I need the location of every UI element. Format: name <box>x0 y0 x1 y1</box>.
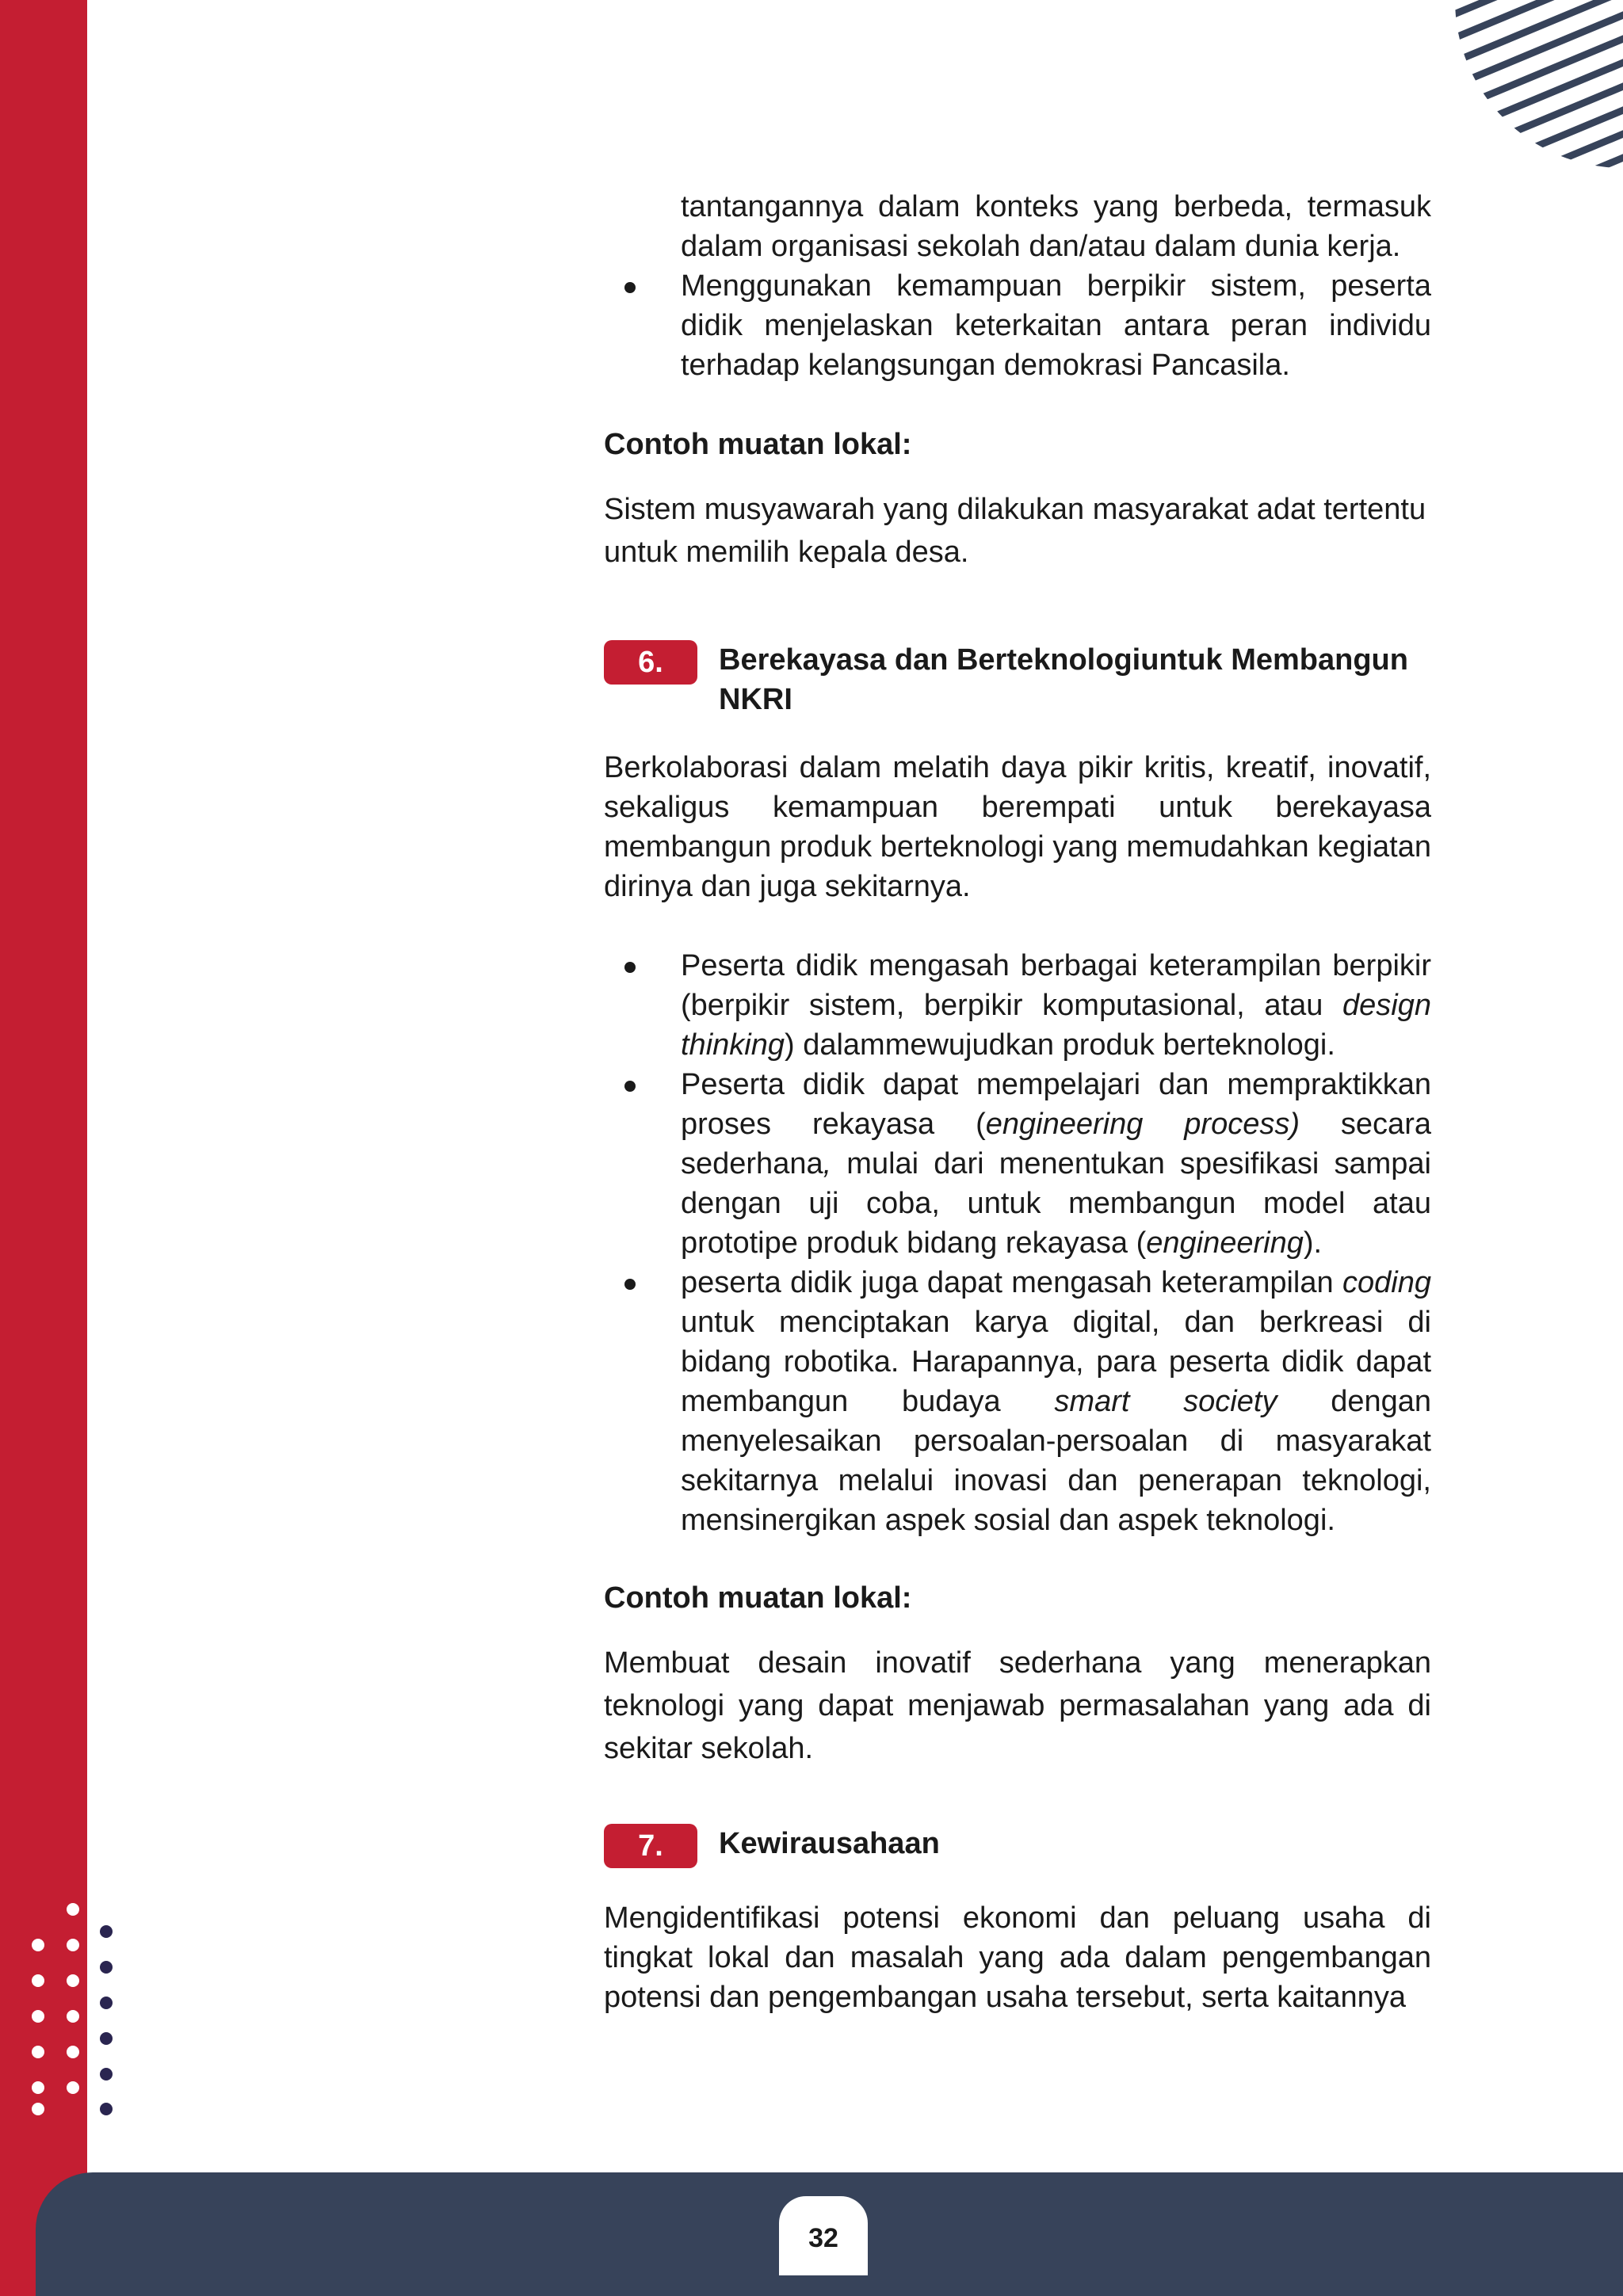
list-item-text: peserta didik juga dapat mengasah keterampilan <box>681 1266 1343 1299</box>
intro-list <box>604 187 1431 385</box>
section-title: Berekayasa dan Berteknologiuntuk Membangun NKRI <box>719 643 1408 716</box>
list-item-italic: , <box>823 1147 832 1180</box>
list-item <box>604 187 1431 266</box>
list-item-text: dengan menyelesaikan persoalan-persoalan di masyarakat sekitarnya melalui inovasi dan penerapan teknologi, mensinergikan aspek sosial dan aspek teknologi. <box>681 1385 1432 1537</box>
page-number: 32 <box>808 2223 838 2253</box>
section-6-header <box>604 635 1431 715</box>
list-item <box>604 266 1431 385</box>
local-example-text: Sistem musyawarah yang dilakukan masyarakat adat tertentu untuk memilih kepala desa. <box>604 493 1426 569</box>
section-number-badge: 7. <box>604 1824 697 1868</box>
list-item-italic: design thinking <box>681 989 1431 1062</box>
list-item <box>604 946 1431 1065</box>
list-item-text: Peserta didik mengasah berbagai keterampilan berpikir (berpikir sistem, berpikir komputasional, atau <box>681 949 1431 1022</box>
page-content <box>604 187 1431 2017</box>
list-item-text: mulai dari menentukan spesifikasi sampai dengan uji coba, untuk membangun model atau prototipe produk bidang rekayasa ( <box>681 1147 1431 1260</box>
bullet-icon <box>624 282 636 293</box>
list-item-italic: coding <box>1342 1266 1431 1299</box>
section-7-intro: Mengidentifikasi potensi ekonomi dan peluang usaha di tingkat lokal dan masalah yang ada dalam pengembangan potensi dan pengembangan usaha tersebut, serta kaitannya <box>604 1901 1431 2014</box>
section-6-list <box>604 946 1431 1540</box>
list-item-text: Menggunakan kemampuan berpikir sistem, peserta didik menjelaskan keterkaitan antara peran individu terhadap kelangsungan demokrasi Pancasila. <box>681 269 1431 382</box>
list-item-text: secara sederhana <box>681 1108 1431 1180</box>
list-item-italic: engineering <box>1146 1226 1304 1260</box>
local-example-heading: Contoh muatan lokal: <box>604 428 912 461</box>
list-item-text: untuk menciptakan karya digital, dan berkreasi di bidang robotika. Harapannya, para peserta didik dapat membangun budaya <box>681 1306 1431 1418</box>
list-item <box>604 1065 1431 1263</box>
local-example-heading: Contoh muatan lokal: <box>604 1581 912 1615</box>
section-number-badge: 6. <box>604 640 697 685</box>
list-item-text: ). <box>1303 1226 1323 1260</box>
bullet-icon <box>624 1279 636 1290</box>
section-title: Kewirausahaan <box>719 1827 940 1860</box>
section-6-intro: Berkolaborasi dalam melatih daya pikir kritis, kreatif, inovatif, sekaligus kemampuan berempati untuk berekayasa membangun produk berteknologi yang memudahkan kegiatan dirinya dan juga sekitarnya. <box>604 751 1431 903</box>
list-item-text: Peserta didik dapat mempelajari dan mempraktikkan proses rekayasa ( <box>681 1068 1431 1141</box>
bullet-icon <box>624 1081 636 1092</box>
list-item-italic: smart society <box>1054 1385 1277 1418</box>
list-item <box>604 1263 1431 1540</box>
section-7-header <box>604 1819 1431 1898</box>
list-item-italic: engineering process) <box>985 1108 1300 1141</box>
bullet-icon <box>624 962 636 973</box>
list-item-text: ) dalammewujudkan produk berteknologi. <box>784 1028 1335 1062</box>
local-example-text: Membuat desain inovatif sederhana yang menerapkan teknologi yang dapat menjawab permasalahan yang ada di sekitar sekolah. <box>604 1646 1431 1765</box>
diagonal-stripes-decoration <box>1450 0 1623 182</box>
list-item-text: tantangannya dalam konteks yang berbeda, termasuk dalam organisasi sekolah dan/atau dalam dunia kerja. <box>681 190 1431 263</box>
dot-grid-decoration <box>24 1901 127 2123</box>
